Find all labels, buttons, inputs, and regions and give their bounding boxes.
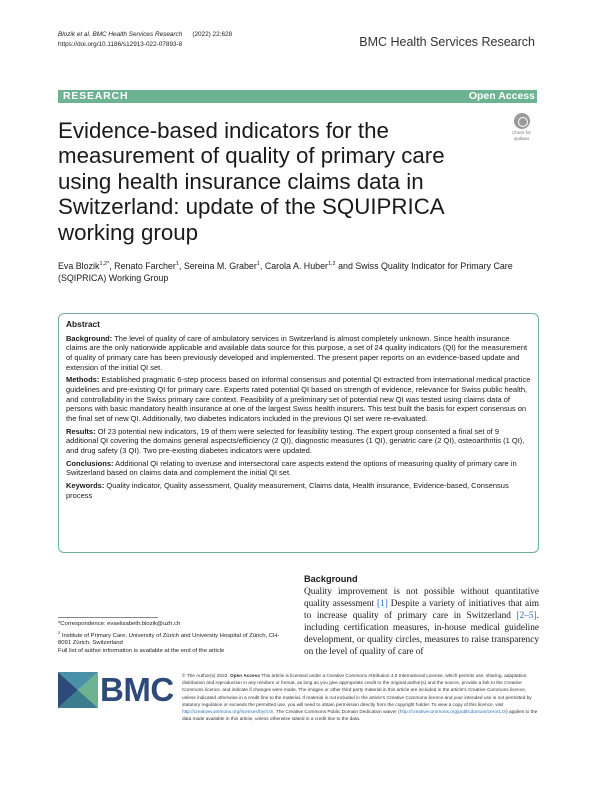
- full-list-footnote: Full list of author information is available at the end of the article: [58, 647, 225, 654]
- license-text-2: . The Creative Commons Public Domain Dedication waiver (: [273, 710, 400, 716]
- author-4: , Carola A. Huber: [259, 260, 328, 271]
- background-paragraph: [304, 586, 539, 659]
- open-access-bold: Open Access: [230, 674, 260, 679]
- methods-text: Established pragmatic 6-step process based on informal consensus and potential QI extracted from international medical practice guidelines and pre-existing QI for primary care. Experts rated potential QI based on strength of evidence, relevance for Swiss public health, and controllability in the Swiss primary care context. Feasibility of a preliminary set of potential new QI was tested using claims data of persons with basic mandatory health insurance at one of the largest Swiss health insurers. This test built the basis for expert consensus on the final set of new QI. Additionally, two diabetes indicators included in the previous QI set were re-evaluated.: [66, 375, 531, 423]
- author-2: , Renato Farcher: [109, 260, 176, 271]
- affiliation-text: Institute of Primary Care, University of Zürich and University Hospital of Zürich, CH-8091 Zürich, Switzerland: [58, 632, 280, 647]
- copyright-text: © The Author(s) 2022.: [182, 674, 231, 679]
- abstract-methods: [66, 375, 531, 423]
- running-header: [58, 30, 232, 49]
- research-label: RESEARCH: [63, 90, 129, 102]
- affiliation-number: 2: [58, 629, 61, 635]
- background-text-2: Despite a variety of initiatives that aim to increase quality of primary care in Switzerland: [304, 599, 539, 622]
- cc-by-link[interactable]: http://creativecommons.org/licenses/by/4.0/: [182, 710, 274, 716]
- affiliation-footnote: [58, 629, 288, 648]
- author-3: , Sereina M. Graber: [178, 260, 257, 271]
- year-volume: (2022) 22:628: [192, 31, 233, 38]
- bmc-logo-text: BMC: [100, 671, 174, 708]
- keywords-label: Keywords:: [66, 480, 105, 490]
- author-2-affil: 1: [175, 261, 179, 267]
- check-for-updates-badge[interactable]: [508, 113, 535, 139]
- abstract-keywords: [66, 481, 531, 500]
- abstract-box: [58, 313, 539, 553]
- author-list: [58, 258, 528, 284]
- conclusions-label: Conclusions:: [66, 458, 114, 468]
- ref-link-1[interactable]: [1]: [377, 599, 388, 610]
- background-text-3: . including certification measures, in-house medical guideline development, or quality circles, measures to raise transparency on the level of quality of care of: [304, 611, 539, 658]
- bmc-logo-mark: [58, 672, 98, 708]
- results-label: Results:: [66, 426, 96, 436]
- footnote-divider: [58, 617, 158, 618]
- ref-link-2-5[interactable]: [2–5]: [516, 611, 537, 622]
- abstract-heading: Abstract: [66, 319, 100, 329]
- open-access-label: Open Access: [468, 90, 535, 102]
- correspondence-footnote: *Correspondence: evaelisabeth.blozik@uzh.ch: [58, 621, 181, 627]
- background-label: Background:: [66, 333, 113, 343]
- methods-label: Methods:: [66, 375, 100, 385]
- conclusions-text: Additional QI relating to overuse and intersectoral care aspects extend the options of measuring quality of primary care in Switzerland based on claims data and complement the initial QI set.: [66, 458, 517, 478]
- updates-label: updates: [513, 136, 530, 141]
- abstract-results: [66, 427, 531, 456]
- journal-name: BMC Health Services Research: [359, 35, 535, 49]
- background-text-1: Quality improvement is not possible without quantitative quality assessment: [304, 587, 539, 610]
- citation: Blozik et al. BMC Health Services Research: [58, 31, 183, 38]
- keywords-text: Quality indicator, Quality assessment, Quality measurement, Claims data, Health insurance, Evidence-based, Consensus process: [66, 480, 509, 500]
- doi-link[interactable]: https://doi.org/10.1186/s12913-022-07893-8: [58, 40, 183, 48]
- abstract-background: [66, 334, 531, 373]
- author-3-affil: 1: [256, 261, 260, 267]
- license-text-3: ) applies to the data made available in this article, unless otherwise stated in a credit line to the data.: [182, 710, 538, 723]
- license-text-1: This article is licensed under a Creative Commons Attribution 4.0 International License, which permits use, sharing, adaptation, distribution and reproduction in any medium or format, as long as you give appropriate credit to the original author(s) and the source, provide a link to the Creative Commons licence, and indicate if changes were made. The images or other third party material in this article are included in the article's Creative Commons licence, unless indicated otherwise in a credit line to the material. If material is not included in the article's Creative Commons licence and your intended use is not permitted by statutory regulation or exceeds the permitted use, you will need to obtain permission directly from the copyright holder. To view a copy of this licence, visit: [182, 674, 532, 708]
- update-icon: [514, 113, 530, 129]
- check-for-label: Check for: [512, 130, 531, 135]
- author-1[interactable]: Eva Blozik: [58, 260, 100, 271]
- author-1-affil: 1,2*: [99, 261, 110, 267]
- abstract-conclusions: [66, 459, 531, 478]
- footnotes: [58, 621, 288, 655]
- author-5: and Swiss Quality Indicator for Primary Care (SQIPRICA) Working Group: [58, 260, 513, 284]
- background-heading: Background: [304, 574, 358, 584]
- background-text: The level of quality of care of ambulatory services in Switzerland is almost completely unknown. Since health insurance claims are the only nationwide applicable and available data source for this purpose, a set of 24 quality indicators (QI) for the measurement of quality of primary care has been previously developed and implemented. The present paper reports on an evidence-based update and extension of the initial QI set.: [66, 333, 528, 372]
- article-title: Evidence-based indicators for the measurement of quality of primary care using health insurance claims data in Switzerland: update of the SQUIPRICA working group: [58, 118, 445, 245]
- cc-zero-link[interactable]: http://creativecommons.org/publicdomain/zero/1.0/: [399, 710, 507, 716]
- license-statement: [182, 673, 539, 723]
- article-type-banner: [58, 90, 537, 103]
- author-4-affil: 1,2: [327, 261, 336, 267]
- results-text: Of 23 potential new indicators, 19 of them were selected for feasibility testing. The expert group consented a final set of 9 additional QI covering the domains general aspects/efficiency (2 QI), diagnostic measures (1 QI), geriatric care (2 QI), osteoarthritis (1 QI), and drug safety (3 QI). Two pre-existing diabetes indicators were updated.: [66, 426, 525, 455]
